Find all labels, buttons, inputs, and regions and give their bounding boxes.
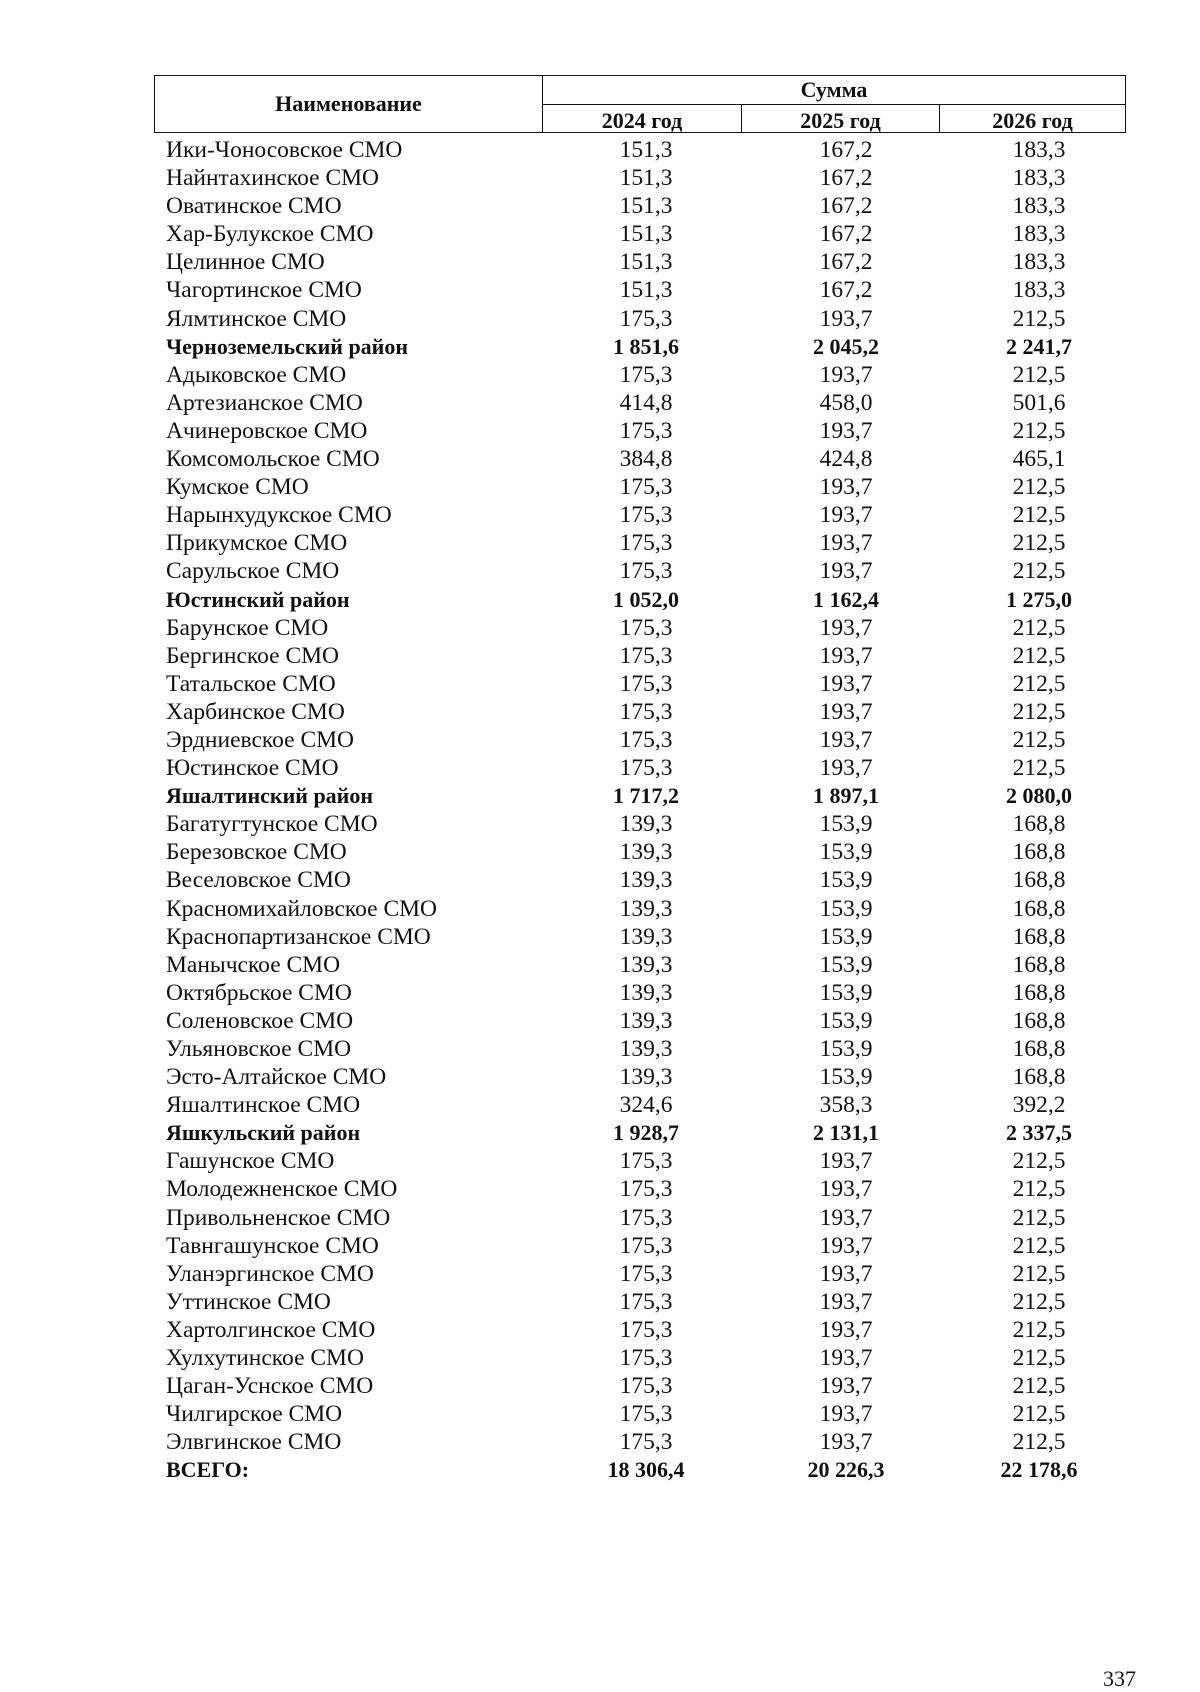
- table-row: [154, 1204, 1126, 1232]
- row-value-2024: 175,3: [619, 530, 673, 557]
- row-value-2026: 168,8: [1012, 839, 1066, 866]
- row-value-2026: 212,5: [1012, 1260, 1066, 1287]
- row-name: Яшалтинский район: [166, 783, 374, 809]
- row-name: Прикумское СМО: [166, 530, 348, 557]
- row-name: Кумское СМО: [166, 474, 309, 501]
- row-value-2026: 212,5: [1012, 361, 1066, 388]
- column-header-2024: 2024 год: [543, 105, 742, 132]
- row-value-2024: 1 851,6: [613, 333, 679, 359]
- table-row: [154, 220, 1126, 248]
- table-row: [154, 1316, 1126, 1344]
- row-value-2024: 175,3: [619, 1260, 673, 1287]
- row-value-2024: 139,3: [619, 979, 673, 1006]
- row-name: Юстинское СМО: [166, 755, 339, 782]
- row-value-2025: 193,7: [819, 1288, 873, 1315]
- row-value-2024: 175,3: [619, 1232, 673, 1259]
- row-value-2025: 193,7: [819, 1148, 873, 1175]
- table-row: [154, 248, 1126, 276]
- row-name: Уланэргинское СМО: [166, 1260, 374, 1287]
- row-name: Черноземельский район: [166, 333, 409, 359]
- row-value-2026: 212,5: [1012, 1401, 1066, 1428]
- table-row: [154, 923, 1126, 951]
- row-value-2025: 153,9: [819, 979, 873, 1006]
- table-row: [154, 1091, 1126, 1119]
- row-value-2025: 153,9: [819, 1036, 873, 1062]
- row-value-2024: 175,3: [619, 361, 673, 388]
- row-value-2026: 392,2: [1012, 1092, 1066, 1119]
- row-value-2024: 175,3: [619, 305, 673, 332]
- row-value-2025: 193,7: [819, 755, 873, 782]
- row-value-2024: 151,3: [619, 277, 673, 304]
- row-value-2026: 212,5: [1012, 726, 1066, 753]
- row-value-2026: 212,5: [1012, 1429, 1066, 1456]
- row-value-2025: 193,7: [819, 1232, 873, 1259]
- row-name: Соленовское СМО: [166, 1007, 354, 1034]
- row-value-2025: 424,8: [819, 446, 873, 473]
- row-name: Ульяновское СМО: [166, 1036, 352, 1062]
- row-value-2025: 193,7: [819, 614, 873, 641]
- row-value-2025: 153,9: [819, 1064, 873, 1091]
- row-value-2026: 212,5: [1012, 558, 1066, 585]
- row-value-2026: 183,3: [1012, 137, 1066, 163]
- row-value-2026: 212,5: [1012, 474, 1066, 501]
- row-value-2025: 167,2: [819, 193, 873, 220]
- row-name: Молодежненское СМО: [166, 1176, 398, 1203]
- row-value-2024: 175,3: [619, 1204, 673, 1231]
- row-value-2025: 153,9: [819, 811, 873, 838]
- row-name: Краснопартизанское СМО: [166, 923, 431, 950]
- table-row: [154, 614, 1126, 642]
- row-value-2025: 193,7: [819, 1204, 873, 1231]
- row-name: Манычское СМО: [166, 951, 341, 978]
- row-value-2024: 384,8: [619, 446, 673, 473]
- row-value-2026: 168,8: [1012, 923, 1066, 950]
- row-name: Харбинское СМО: [166, 698, 345, 725]
- row-value-2026: 212,5: [1012, 530, 1066, 557]
- row-value-2025: 193,7: [819, 417, 873, 444]
- row-value-2024: 175,3: [619, 1373, 673, 1400]
- row-value-2025: 167,2: [819, 165, 873, 192]
- row-value-2026: 212,5: [1012, 417, 1066, 444]
- row-name: Нарынхудукское СМО: [166, 502, 392, 529]
- row-value-2026: 168,8: [1012, 1036, 1066, 1062]
- row-value-2024: 1 717,2: [613, 783, 679, 809]
- table-row: [154, 136, 1126, 164]
- row-value-2025: 193,7: [819, 1345, 873, 1372]
- table-row: [154, 164, 1126, 192]
- row-name: Татальское СМО: [166, 670, 336, 697]
- row-name: Оватинское СМО: [166, 193, 342, 220]
- table-row: [154, 557, 1126, 585]
- row-name: Цаган-Уснское СМО: [166, 1373, 374, 1400]
- row-value-2024: 139,3: [619, 867, 673, 894]
- row-value-2026: 168,8: [1012, 1007, 1066, 1034]
- row-name: Тавнгашунское СМО: [166, 1232, 379, 1259]
- table-row-total: [154, 1456, 1126, 1484]
- row-value-2025: 153,9: [819, 923, 873, 950]
- row-value-2025: 193,7: [819, 642, 873, 669]
- table-row: [154, 1400, 1126, 1428]
- row-value-2025: 193,7: [819, 1429, 873, 1456]
- row-value-2025: 20 226,3: [807, 1457, 885, 1483]
- row-value-2024: 139,3: [619, 839, 673, 866]
- row-value-2025: 167,2: [819, 221, 873, 248]
- row-value-2024: 151,3: [619, 249, 673, 276]
- row-value-2024: 175,3: [619, 1316, 673, 1343]
- row-value-2026: 183,3: [1012, 193, 1066, 220]
- row-value-2024: 139,3: [619, 1007, 673, 1034]
- row-value-2026: 212,5: [1012, 1288, 1066, 1315]
- row-value-2024: 139,3: [619, 811, 673, 838]
- row-name: Комсомольское СМО: [166, 446, 380, 473]
- row-value-2026: 168,8: [1012, 979, 1066, 1006]
- row-value-2024: 151,3: [619, 193, 673, 220]
- table-row: [154, 1288, 1126, 1316]
- row-value-2024: 175,3: [619, 726, 673, 753]
- column-header-2025: 2025 год: [742, 105, 940, 132]
- row-name: Привольненское СМО: [166, 1204, 391, 1231]
- table-row: [154, 979, 1126, 1007]
- row-value-2025: 2 045,2: [813, 333, 879, 359]
- table-row: [154, 698, 1126, 726]
- row-name: Эрдниевское СМО: [166, 726, 354, 753]
- table-row: [154, 389, 1126, 417]
- row-name: Сарульское СМО: [166, 558, 340, 585]
- table-row-total: [154, 586, 1126, 614]
- table-row: [154, 1372, 1126, 1400]
- row-name: Барунское СМО: [166, 614, 329, 641]
- row-name: Артезианское СМО: [166, 389, 363, 416]
- row-value-2025: 167,2: [819, 137, 873, 163]
- table-row: [154, 473, 1126, 501]
- row-name: Хар-Булукское СМО: [166, 221, 374, 248]
- table-row: [154, 866, 1126, 894]
- table-row: [154, 501, 1126, 529]
- row-value-2026: 22 178,6: [1000, 1457, 1078, 1483]
- row-value-2026: 2 241,7: [1006, 333, 1072, 359]
- row-name: Багатугтунское СМО: [166, 811, 378, 838]
- row-value-2026: 212,5: [1012, 614, 1066, 641]
- row-name: Уттинское СМО: [166, 1288, 331, 1315]
- row-value-2024: 151,3: [619, 137, 673, 163]
- row-value-2026: 183,3: [1012, 249, 1066, 276]
- row-value-2025: 193,7: [819, 474, 873, 501]
- row-value-2024: 175,3: [619, 614, 673, 641]
- table-row: [154, 895, 1126, 923]
- table-row: [154, 361, 1126, 389]
- table-row-total: [154, 782, 1126, 810]
- row-value-2026: 212,5: [1012, 1373, 1066, 1400]
- row-value-2026: 212,5: [1012, 1176, 1066, 1203]
- row-value-2024: 1 928,7: [613, 1120, 679, 1146]
- row-value-2026: 168,8: [1012, 951, 1066, 978]
- row-value-2025: 153,9: [819, 839, 873, 866]
- row-name: Березовское СМО: [166, 839, 347, 866]
- table-row: [154, 445, 1126, 473]
- row-value-2025: 193,7: [819, 1316, 873, 1343]
- row-value-2025: 193,7: [819, 1401, 873, 1428]
- row-value-2025: 193,7: [819, 1260, 873, 1287]
- row-value-2024: 414,8: [619, 389, 673, 416]
- row-name: Эсто-Алтайское СМО: [166, 1064, 387, 1091]
- row-value-2024: 175,3: [619, 417, 673, 444]
- row-name: Юстинский район: [166, 586, 350, 612]
- row-value-2024: 151,3: [619, 221, 673, 248]
- row-value-2024: 139,3: [619, 923, 673, 950]
- row-value-2024: 175,3: [619, 698, 673, 725]
- row-value-2024: 175,3: [619, 1176, 673, 1203]
- row-value-2024: 139,3: [619, 895, 673, 922]
- table-row: [154, 1035, 1126, 1063]
- row-value-2025: 1 897,1: [813, 783, 879, 809]
- row-value-2024: 175,3: [619, 1288, 673, 1315]
- row-name: Хартолгинское СМО: [166, 1316, 376, 1343]
- row-value-2024: 175,3: [619, 1401, 673, 1428]
- row-value-2024: 175,3: [619, 670, 673, 697]
- row-value-2026: 212,5: [1012, 642, 1066, 669]
- row-value-2026: 212,5: [1012, 1316, 1066, 1343]
- row-value-2026: 465,1: [1012, 446, 1066, 473]
- row-name: Ачинеровское СМО: [166, 417, 368, 444]
- column-header-2026: 2026 год: [992, 108, 1073, 133]
- row-value-2026: 168,8: [1012, 1064, 1066, 1091]
- row-value-2026: 212,5: [1012, 755, 1066, 782]
- table-row: [154, 1175, 1126, 1203]
- row-value-2025: 167,2: [819, 277, 873, 304]
- table-row: [154, 670, 1126, 698]
- row-value-2024: 175,3: [619, 474, 673, 501]
- row-value-2025: 193,7: [819, 1176, 873, 1203]
- row-value-2025: 193,7: [819, 502, 873, 529]
- table-row: [154, 1063, 1126, 1091]
- row-value-2025: 193,7: [819, 305, 873, 332]
- row-value-2025: 358,3: [819, 1092, 873, 1119]
- table-row: [154, 754, 1126, 782]
- row-value-2024: 175,3: [619, 642, 673, 669]
- row-value-2024: 175,3: [619, 755, 673, 782]
- row-value-2025: 153,9: [819, 867, 873, 894]
- row-value-2026: 1 275,0: [1006, 586, 1072, 612]
- row-value-2026: 183,3: [1012, 165, 1066, 192]
- row-value-2026: 183,3: [1012, 221, 1066, 248]
- table-row: [154, 838, 1126, 866]
- row-name: ВСЕГО:: [166, 1457, 250, 1483]
- table-row: [154, 305, 1126, 333]
- row-name: Чилгирское СМО: [166, 1401, 343, 1428]
- row-value-2025: 153,9: [819, 1007, 873, 1034]
- row-name: Бергинское СМО: [166, 642, 340, 669]
- row-value-2024: 139,3: [619, 1036, 673, 1062]
- row-value-2024: 175,3: [619, 502, 673, 529]
- row-value-2024: 139,3: [619, 1064, 673, 1091]
- table-header: [154, 75, 1126, 133]
- table-row: [154, 1147, 1126, 1175]
- row-value-2026: 168,8: [1012, 867, 1066, 894]
- table-row-total: [154, 1119, 1126, 1147]
- table-row-total: [154, 333, 1126, 361]
- row-value-2025: 153,9: [819, 895, 873, 922]
- row-value-2026: 212,5: [1012, 698, 1066, 725]
- row-value-2025: 193,7: [819, 726, 873, 753]
- row-value-2025: 1 162,4: [813, 586, 879, 612]
- row-value-2025: 193,7: [819, 698, 873, 725]
- row-value-2024: 175,3: [619, 1148, 673, 1175]
- row-value-2025: 193,7: [819, 361, 873, 388]
- row-value-2026: 212,5: [1012, 1148, 1066, 1175]
- row-value-2026: 212,5: [1012, 305, 1066, 332]
- row-value-2026: 212,5: [1012, 1345, 1066, 1372]
- table-row: [154, 1007, 1126, 1035]
- row-name: Найнтахинское СМО: [166, 165, 379, 192]
- row-name: Элвгинское СМО: [166, 1429, 342, 1456]
- row-value-2025: 153,9: [819, 951, 873, 978]
- row-value-2026: 168,8: [1012, 895, 1066, 922]
- row-value-2024: 139,3: [619, 951, 673, 978]
- table-row: [154, 951, 1126, 979]
- row-value-2026: 212,5: [1012, 1204, 1066, 1231]
- table-row: [154, 1232, 1126, 1260]
- page-number: 337: [1103, 1666, 1136, 1691]
- row-value-2024: 151,3: [619, 165, 673, 192]
- row-value-2026: 212,5: [1012, 502, 1066, 529]
- row-value-2024: 18 306,4: [607, 1457, 685, 1483]
- row-value-2025: 458,0: [819, 389, 873, 416]
- row-value-2026: 2 337,5: [1006, 1120, 1072, 1146]
- row-value-2025: 193,7: [819, 558, 873, 585]
- table-row: [154, 1344, 1126, 1372]
- row-value-2026: 501,6: [1012, 389, 1066, 416]
- column-header-name: Наименование: [155, 76, 543, 132]
- table-row: [154, 417, 1126, 445]
- row-value-2025: 167,2: [819, 249, 873, 276]
- row-name: Красномихайловское СМО: [166, 895, 438, 922]
- table-body: [154, 136, 1126, 1485]
- table-row: [154, 1260, 1126, 1288]
- row-name: Октябрьское СМО: [166, 979, 352, 1006]
- row-value-2026: 183,3: [1012, 277, 1066, 304]
- row-value-2024: 175,3: [619, 558, 673, 585]
- table-row: [154, 1428, 1126, 1456]
- row-name: Адыковское СМО: [166, 361, 347, 388]
- row-name: Ялмтинское СМО: [166, 305, 347, 332]
- row-name: Хулхутинское СМО: [166, 1345, 364, 1372]
- row-value-2024: 1 052,0: [613, 586, 679, 612]
- row-name: Ики-Чоносовское СМО: [166, 137, 403, 163]
- row-value-2025: 193,7: [819, 670, 873, 697]
- row-value-2024: 175,3: [619, 1429, 673, 1456]
- row-name: Веселовское СМО: [166, 867, 351, 894]
- column-header-sum: Сумма: [543, 76, 1125, 105]
- row-value-2024: 175,3: [619, 1345, 673, 1372]
- row-value-2025: 193,7: [819, 530, 873, 557]
- table-row: [154, 192, 1126, 220]
- row-value-2025: 193,7: [819, 1373, 873, 1400]
- row-value-2026: 168,8: [1012, 811, 1066, 838]
- row-name: Чагортинское СМО: [166, 277, 362, 304]
- row-name: Целинное СМО: [166, 249, 325, 276]
- row-name: Яшкульский район: [166, 1120, 361, 1146]
- table-row: [154, 276, 1126, 304]
- table-row: [154, 810, 1126, 838]
- row-value-2024: 324,6: [619, 1092, 673, 1119]
- row-name: Гашунское СМО: [166, 1148, 335, 1175]
- row-name: Яшалтинское СМО: [166, 1092, 361, 1119]
- row-value-2026: 212,5: [1012, 1232, 1066, 1259]
- table-row: [154, 642, 1126, 670]
- table-row: [154, 726, 1126, 754]
- row-value-2025: 2 131,1: [813, 1120, 879, 1146]
- row-value-2026: 2 080,0: [1006, 783, 1072, 809]
- table-row: [154, 529, 1126, 557]
- row-value-2026: 212,5: [1012, 670, 1066, 697]
